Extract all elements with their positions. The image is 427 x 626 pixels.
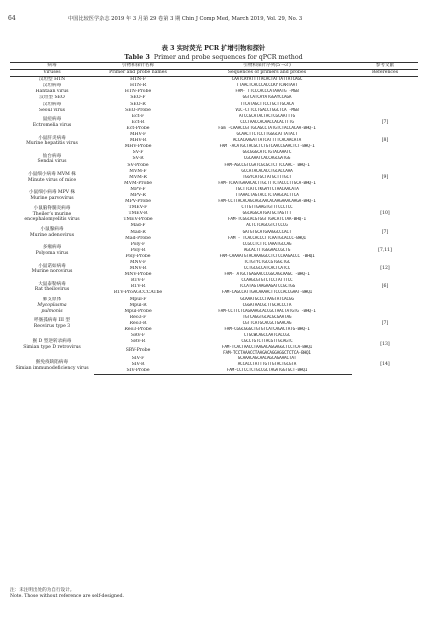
primer-name-cell: TMEV-Probe bbox=[123, 217, 153, 223]
virus-name-line: encephalomyelitis virus bbox=[24, 217, 80, 223]
sequence-cell: CCTGCGCCATCACTCATCC bbox=[243, 266, 291, 272]
sequence-cell: CGCCTGTCTTACGTTGCAGTC bbox=[241, 339, 293, 345]
sequence-cell: CGTTCATGCACGCTGAACAG bbox=[242, 320, 292, 326]
header-virus-cn: 病毒 bbox=[10, 63, 94, 70]
virus-name-line: 鼠痘病毒 bbox=[42, 117, 62, 123]
note-en: Note. Those without reference are self-designed. bbox=[10, 594, 125, 599]
reference-cell: [7] bbox=[381, 229, 389, 235]
sequence-cell: FAM-TCAATGAAACACTTGCTTTCTACCCTTGCA-BHQ-1 bbox=[218, 180, 316, 186]
header-virus-en: Viruses bbox=[10, 70, 94, 77]
virus-name-cell bbox=[10, 242, 94, 260]
virus-name-line: Sendai virus bbox=[37, 159, 67, 165]
sequence-cell: TCTGTYCTGCCGTGGCTGC bbox=[243, 260, 291, 265]
sequence-cell: FAM-TCACTAACCTAAGACAGGAGGCTCCTCA-BHQ1 FAM-TCCTAAACCTAAGACAGGAGGCTCTCA-BHQ1 bbox=[221, 345, 313, 356]
virus-name-line: 猴 D 型逆转录病毒 bbox=[32, 339, 72, 345]
virus-name-cell bbox=[10, 205, 94, 223]
reference-cell: [7] bbox=[381, 119, 389, 125]
virus-name-line: Rat theilovirus bbox=[34, 287, 70, 293]
virus-name-cell bbox=[10, 315, 94, 333]
sequence-cell: ACCACCTATTTGTTGTACTGCGTA bbox=[237, 362, 297, 368]
virus-name-line: 小鼠细小病毒 MPV 株 bbox=[28, 190, 76, 196]
reference-cell: [12] bbox=[380, 266, 390, 272]
primer-name-cell: RTV-ProAGCCCATbe bbox=[113, 290, 163, 296]
sequence-cell: TGGYCATGCTATGCTTTGCT bbox=[242, 174, 292, 180]
primer-name-cell: SIV-Probe bbox=[94, 368, 182, 375]
running-header bbox=[8, 14, 419, 24]
virus-name-cell bbox=[10, 187, 94, 205]
virus-name-cell bbox=[10, 114, 94, 132]
sequence-cell: AGCACTTTGGGAACCGCTG bbox=[243, 247, 291, 253]
virus-name-line: 大鼠泰勒病毒 bbox=[38, 281, 66, 287]
primer-name-cell: MHV-R bbox=[129, 138, 147, 144]
virus-name-cell bbox=[10, 169, 94, 187]
table-label-en: Table 3 bbox=[124, 54, 150, 61]
sequence-cell: CCAAGCGTGTCTCCTATTTCC bbox=[241, 278, 293, 284]
primer-name-cell: SV-Probe bbox=[127, 162, 149, 168]
primer-name-cell: MHV-F bbox=[129, 132, 147, 138]
sequence-cell: GGCAGGCATGATGCTAGTTT bbox=[242, 211, 292, 217]
primer-name-cell: SV-F bbox=[132, 150, 144, 156]
reference-cell: [10] bbox=[380, 211, 390, 217]
virus-name-cell: 汉坦型 HTN bbox=[38, 77, 66, 83]
sequence-cell: TTAACTCACCCACCCKYTCARTAAT bbox=[236, 83, 298, 89]
virus-name-line: 小鼠腺病毒 bbox=[40, 226, 64, 232]
header-ref-en: References bbox=[352, 70, 418, 77]
virus-name-line: Murine adenovirus bbox=[29, 232, 75, 238]
reference-cell: [7,11] bbox=[378, 247, 392, 253]
virus-name-cell: Hantaan virus bbox=[35, 89, 69, 95]
page-number: 64 bbox=[8, 15, 16, 22]
virus-name-cell bbox=[10, 356, 94, 375]
sequence-cell: ACCACAAGATTATCATTTTCACAACATA bbox=[232, 138, 302, 144]
sequence-cell: FAM-AGCCGTCGATCGCGCTCTTCCAAC- BHQ-1 bbox=[224, 162, 310, 168]
primer-name-cell: Mpul-Probe bbox=[124, 308, 152, 314]
primer-name-cell: SEO-R bbox=[130, 101, 146, 107]
primer-table bbox=[10, 62, 418, 375]
virus-name-cell: 汉坦病毒 bbox=[42, 101, 62, 107]
primer-name-cell: HTN-R bbox=[129, 83, 147, 89]
reference-cell bbox=[352, 297, 418, 315]
reference-cell: [7] bbox=[381, 320, 389, 326]
sequence-cell: GATGTGCATGAAGGCCCACT bbox=[242, 229, 292, 235]
sequence-cell: FAM-CCTCCTCTGCCGCTAGATGGTGCT-BHQ1 bbox=[182, 368, 352, 375]
sequence-cell: FAM-CAAAATGTACAAAGGCCTCTCCAAGACCC -BHQ1 bbox=[219, 253, 315, 259]
reference-cell: [9] bbox=[381, 174, 389, 180]
reference-cell: [6] bbox=[381, 284, 389, 290]
table-title-cn: 表 3 实时荧光 PCR 扩增引物和探针 bbox=[161, 45, 266, 52]
primer-name-cell: MNV-Probe bbox=[124, 272, 152, 278]
virus-name-line: 肺支原体 bbox=[42, 297, 62, 303]
sequence-cell: FAM-CAGCCATTGACAAAACTTCCCACCGAAT-BHQ1 bbox=[221, 290, 313, 296]
journal-running-title: 中国比较医学杂志 2019 年 3 月第 29 卷第 3 期 Chin J Comp Med, March 2019, Vol. 29, No. 3 bbox=[68, 16, 303, 22]
virus-name-line: Simian type D retrovirus bbox=[23, 344, 81, 350]
virus-name-cell bbox=[10, 223, 94, 241]
header-seq-en: Sequences of primers and probes bbox=[182, 70, 352, 77]
primer-name-cell: SRV-Probe bbox=[125, 347, 151, 353]
sequence-cell: CAATCAYATTTTACACTATTATTATCAGC bbox=[231, 77, 303, 83]
virus-name-cell bbox=[10, 333, 94, 356]
virus-name-line: 呼肠孤病毒 III 型 bbox=[34, 318, 70, 324]
primer-name-cell: SRV-F bbox=[130, 333, 146, 339]
header-ref-cn: 参考文献 bbox=[352, 63, 418, 70]
sequence-cell: FAM- ATGCTGAGAACCCGGCAGCAAGC -BHQ-1 bbox=[224, 272, 310, 278]
virus-name-line: Murine parvovirus bbox=[30, 196, 74, 202]
sequence-cell: TCCATAGTAAGAAGATCCGCTGG bbox=[238, 284, 296, 290]
primer-name-cell: Mad-R bbox=[130, 229, 146, 235]
primer-name-cell: RTV-F bbox=[130, 278, 146, 284]
virus-name-line: Ectromelia virus bbox=[32, 122, 72, 128]
reference-cell bbox=[352, 150, 418, 168]
table-title-en-text: Primer and probe sequences for qPCR method bbox=[153, 54, 303, 61]
primer-name-cell: Reo3-Probe bbox=[124, 327, 152, 333]
sequence-cell: TTCATAGCTTCCTGCTTGCACA bbox=[240, 101, 294, 107]
primer-name-cell: Mad-Probe bbox=[125, 235, 151, 241]
primer-name-cell: RTV-R bbox=[130, 284, 146, 290]
primer-name-cell: TMEV-R bbox=[128, 211, 148, 217]
primer-name-cell: MNV-R bbox=[129, 266, 147, 272]
sequence-cell: FAM -ACATGCTACGCTCTGTCAACCGAACTCT-BHQ-1 bbox=[219, 144, 315, 150]
sequence-cell: CCGCCTCTTCTAAATGCCAG bbox=[242, 241, 292, 247]
primer-name-cell: Mpul-R bbox=[129, 302, 147, 308]
virus-name-line: Theiler’s murine bbox=[32, 211, 72, 217]
reference-cell: [8] bbox=[381, 138, 389, 144]
primer-name-cell: Reo3-R bbox=[129, 320, 147, 326]
sequence-cell: TGCTTCATCTKGAYTCTAACAACATA bbox=[235, 186, 299, 192]
primer-name-cell: SEO-F bbox=[130, 95, 146, 101]
virus-name-line: Minute virus of mice bbox=[27, 177, 77, 183]
header-primer-cn: 引物和探针名称 bbox=[94, 63, 182, 70]
primer-name-cell: TMEV-F bbox=[128, 205, 148, 211]
primer-name-cell: Ect-R bbox=[131, 119, 145, 125]
table-header bbox=[10, 63, 418, 77]
sequence-cell: FAM- TTCCCACCCATAAATG -MGB bbox=[235, 89, 299, 95]
primer-name-cell: Poly-Probe bbox=[125, 253, 151, 259]
sequence-cell: CGCAAATCACCAGCGATGG bbox=[243, 156, 291, 162]
primer-name-cell: SRV-R bbox=[130, 339, 146, 345]
sequence-cell: GCCATACACACCTGCACCAAA bbox=[241, 168, 293, 174]
sequence-cell: TTAAACTAGTACCTCTAAGCACTTCA bbox=[235, 192, 299, 198]
reference-cell: [14] bbox=[380, 362, 390, 368]
primer-name-cell: Mpul-F bbox=[129, 296, 147, 302]
sequence-cell: CTGCWCAGCCAATCACCGC bbox=[243, 333, 291, 339]
virus-name-cell: 汉坦病毒 bbox=[42, 83, 62, 89]
primer-name-cell: Ect-F bbox=[131, 113, 145, 119]
primer-name-cell: SV-R bbox=[132, 156, 144, 162]
header-seq-cn: 引物和探针序列(5′→3′) bbox=[182, 63, 352, 70]
sequence-cell: FAM - TCACCACCCTTCAATGCACCC-BHQ1 bbox=[228, 235, 306, 241]
sequence-cell: FAM-CCTTCTCAGAAAGCACCGCTAACTATGTG -BHQ-1 bbox=[218, 308, 316, 314]
primer-name-cell: MVM-Probe bbox=[124, 180, 152, 186]
virus-name-cell bbox=[10, 132, 94, 150]
virus-name-line: Murine norovirus bbox=[31, 269, 73, 275]
primer-name-cell: HTN-Probe bbox=[124, 89, 152, 95]
virus-name-cell bbox=[10, 260, 94, 278]
virus-name-cell bbox=[10, 297, 94, 315]
virus-name-cell: 汉坦型 SEO bbox=[39, 95, 65, 101]
virus-name-line: 仙台病毒 bbox=[42, 153, 62, 159]
sequence-cell: GGTCATCAYATGGAYCCAGA bbox=[242, 95, 292, 101]
primer-name-cell: MNV-F bbox=[129, 260, 147, 265]
primer-name-cell: MVM-R bbox=[129, 174, 147, 180]
primer-name-cell: Ect-Probe bbox=[126, 125, 150, 131]
primer-name-cell: MHV-Probe bbox=[124, 144, 152, 150]
virus-name-line: 小鼠肝炎病毒 bbox=[38, 135, 66, 141]
virus-name-line: Mycoplasma bbox=[37, 302, 67, 308]
sequence-cell: FAM-CGGCGGGCTGTGTCATCAGACTATG-BHQ-1 bbox=[224, 327, 310, 333]
virus-name-line: 多瘤病毒 bbox=[42, 245, 62, 251]
virus-name-line: 小鼠诺如病毒 bbox=[38, 263, 66, 269]
primer-name-cell: Poly-R bbox=[130, 247, 146, 253]
reference-cell bbox=[352, 77, 418, 96]
sequence-cell: CGGATAACGCTTGCACCCTA bbox=[242, 302, 292, 308]
virus-name-line: 小鼠细小病毒 MVM 株 bbox=[28, 172, 76, 178]
table-row bbox=[10, 77, 418, 84]
virus-name-cell: Seoul virus bbox=[38, 107, 66, 113]
table-caption bbox=[0, 44, 427, 62]
primer-name-cell: MPV-Probe bbox=[125, 199, 151, 205]
reference-cell: [13] bbox=[380, 341, 390, 347]
sequence-cell: ATCCGCATACTACTCGCAATTTG bbox=[238, 113, 296, 119]
sequence-cell: GCAACTTCTCCTTGGGCATTATACT bbox=[236, 132, 298, 138]
sequence-cell: GCAAATGCCCTAAGTATCACGG bbox=[240, 296, 294, 302]
sequence-cell: ACTCTCAGCGTCTCCCG bbox=[246, 223, 288, 229]
virus-name-line: 小鼠脑脊髓炎病毒 bbox=[33, 205, 71, 211]
virus-name-line: 猴免疫缺陷病毒 bbox=[35, 359, 69, 365]
sequence-cell: Fam -CAAACCGTTGCAGCCTATGTCTACCACAA-BHQ-1 bbox=[218, 125, 316, 131]
table-notes bbox=[10, 588, 124, 600]
sequence-cell: GGCGGGCATCTGTACAAATC bbox=[242, 150, 292, 156]
sequence-cell: VIC-CTTCCTGACCTGGCTCA -MGB bbox=[235, 107, 299, 113]
sequence-cell: FAM-CCTTACACAGCAGCAACACAAGAAACAAGA-BHQ-1 bbox=[218, 199, 316, 205]
primer-name-cell: Mad-F bbox=[130, 223, 146, 229]
virus-name-cell bbox=[10, 278, 94, 296]
primer-name-cell: HTN-F bbox=[130, 77, 146, 83]
primer-name-cell: MVM-F bbox=[129, 168, 147, 174]
primer-name-cell: Poly-F bbox=[130, 241, 146, 247]
virus-name-line: Murine hepatitis virus bbox=[26, 141, 78, 147]
virus-name-line: pulmonis bbox=[41, 308, 63, 314]
primer-name-cell: Reo3-F bbox=[129, 314, 147, 320]
sequence-cell: GCAAACAGCAACAGCAGAAACTAT bbox=[237, 356, 297, 362]
sequence-cell: CCCTAACCACAACCACACTTTG bbox=[240, 119, 294, 125]
note-cn: 注：未注明出处的为自行设计。 bbox=[10, 588, 75, 593]
reference-cell bbox=[352, 95, 418, 113]
virus-name-line: Simian immunodeficiency virus bbox=[15, 365, 89, 371]
virus-name-cell bbox=[10, 150, 94, 168]
primer-name-cell: MPV-R bbox=[130, 192, 146, 198]
virus-name-line: Polyoma virus bbox=[35, 250, 69, 256]
primer-name-cell: SEO-Probe bbox=[125, 107, 151, 113]
table-body bbox=[10, 77, 418, 375]
table-title-en bbox=[0, 53, 427, 62]
sequence-cell: CTTGTTGAAGTGTTTCCCTCC bbox=[241, 205, 293, 211]
primer-name-cell: SIV-R bbox=[131, 362, 145, 368]
virus-name-line: Reovirus type 3 bbox=[33, 323, 71, 329]
header-primer-en: Primer and probe names bbox=[94, 70, 182, 77]
primer-name-cell: SIV-F bbox=[131, 356, 145, 362]
sequence-cell: TGTCAGGTGCACGCGAATAG bbox=[242, 314, 292, 320]
sequence-cell: FAM-TCGGCACGTGGTTGACATCTAA-BHQ-1 bbox=[228, 217, 306, 223]
reference-cell bbox=[352, 187, 418, 205]
primer-name-cell: MPV-F bbox=[130, 186, 146, 192]
